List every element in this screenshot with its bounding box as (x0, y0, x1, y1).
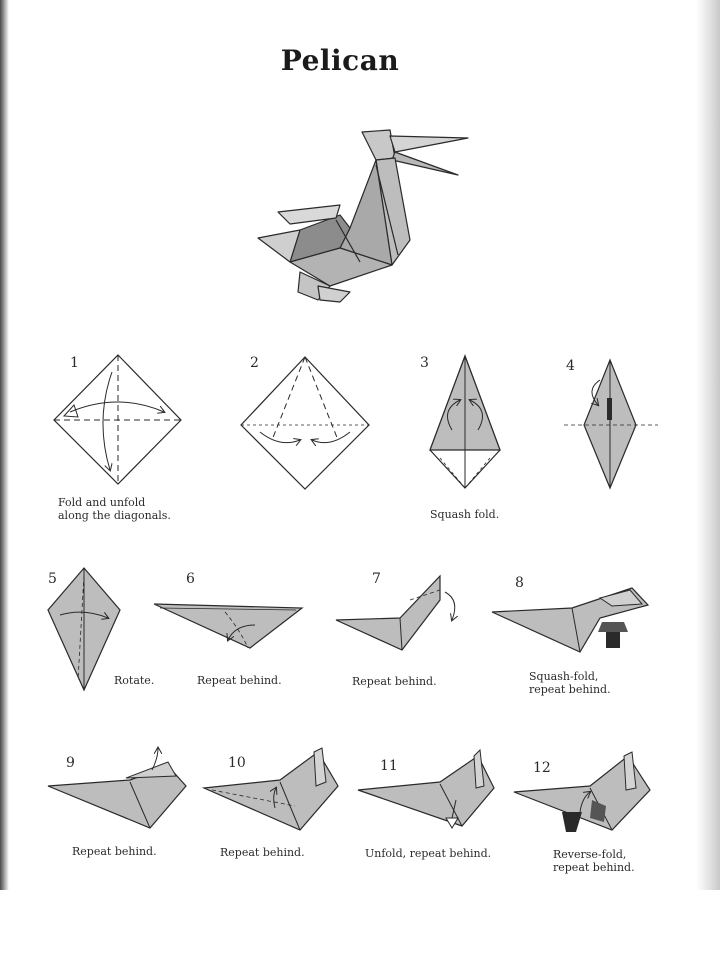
step-6-diagram (154, 571, 302, 648)
page-title: Pelican (280, 44, 400, 77)
step-8-caption-line-2: repeat behind. (529, 683, 611, 696)
step-12-caption (553, 848, 635, 874)
step-6-caption (197, 674, 282, 687)
step-7-caption-line-1: Repeat behind. (352, 675, 437, 688)
step-6-number: 6 (186, 571, 195, 587)
step-6-caption-line-1: Repeat behind. (197, 674, 282, 687)
step-8-caption (529, 670, 611, 696)
step-9-caption (72, 845, 157, 858)
step-12-caption-line-2: repeat behind. (553, 861, 635, 874)
step-2-diagram (241, 355, 369, 489)
step-12-caption-line-1: Reverse-fold, (553, 848, 627, 861)
step-10-caption-line-1: Repeat behind. (220, 846, 305, 859)
step-3-number: 3 (420, 355, 429, 371)
step-3-caption (430, 508, 499, 521)
step-9-diagram (48, 748, 186, 828)
step-8-number: 8 (515, 575, 524, 591)
finished-pelican-illustration (258, 130, 468, 302)
step-8-diagram (492, 575, 648, 652)
step-10-caption (220, 846, 305, 859)
step-9-caption-line-1: Repeat behind. (72, 845, 157, 858)
step-11-diagram (358, 750, 494, 828)
step-4-number: 4 (566, 358, 575, 374)
step-11-caption (365, 847, 491, 860)
step-11-caption-line-1: Unfold, repeat behind. (365, 847, 492, 860)
step-12-diagram (514, 752, 650, 832)
step-3-caption-line-1: Squash fold. (430, 508, 500, 521)
step-11-number: 11 (380, 758, 398, 774)
step-5-number: 5 (48, 571, 57, 587)
step-7-diagram (336, 571, 455, 650)
step-1-caption-line-2: along the diagonals. (58, 509, 171, 522)
step-1-caption (58, 496, 171, 522)
step-10-diagram (204, 748, 338, 830)
step-7-number: 7 (372, 571, 381, 587)
step-5-caption (114, 674, 154, 687)
step-5-diagram (48, 568, 120, 690)
step-8-caption-line-1: Squash-fold, (529, 670, 599, 683)
step-3-diagram (420, 355, 500, 488)
step-5-caption-line-1: Rotate. (114, 674, 155, 687)
step-9-number: 9 (66, 755, 75, 771)
step-12-number: 12 (533, 760, 551, 776)
step-2-number: 2 (250, 355, 259, 371)
step-4-diagram (564, 358, 658, 488)
step-7-caption (352, 675, 437, 688)
step-10-number: 10 (228, 755, 246, 771)
step-1-number: 1 (70, 355, 79, 371)
step-1-diagram (54, 355, 181, 484)
step-1-caption-line-1: Fold and unfold (58, 496, 146, 509)
